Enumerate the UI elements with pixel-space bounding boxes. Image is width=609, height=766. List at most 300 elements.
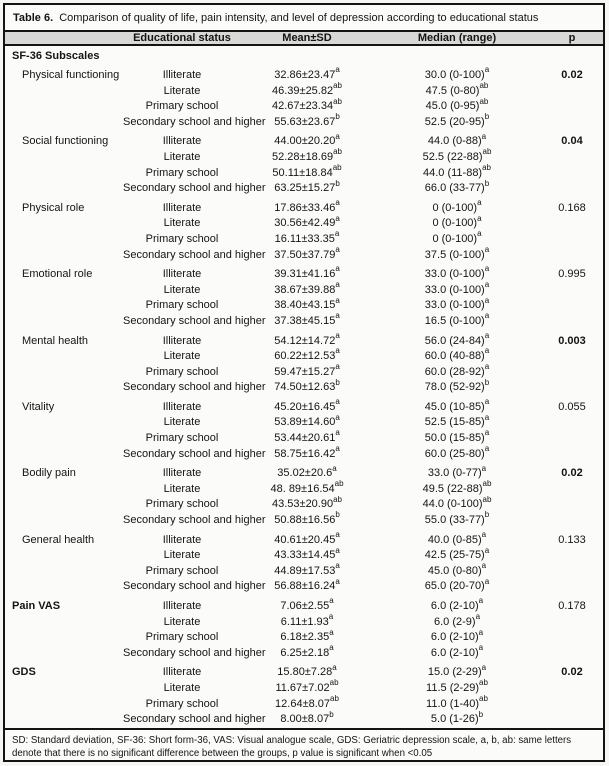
median-range-value: 42.5 (25-75) — [424, 549, 485, 562]
median-range-value: 6.0 (2-9) — [433, 615, 476, 628]
section-header-sf36-subscales: SF-36 Subscales — [12, 50, 100, 62]
mean-sd-value: 39.31±41.16 — [274, 268, 336, 281]
p-value-cell: 0.178 — [558, 600, 586, 612]
educational-status-cell: Literate — [163, 150, 201, 163]
educational-status-cell: Secondary school and higher — [123, 713, 266, 726]
mean-sd-cell — [241, 479, 373, 498]
educational-status-cell: Literate — [163, 681, 201, 694]
educational-status-cell: Primary school — [145, 498, 219, 511]
mean-sd-cell — [241, 428, 373, 447]
significance-letter: a — [484, 244, 490, 254]
mean-sd-value: 37.50±37.79 — [274, 248, 336, 261]
educational-status-cell: Primary school — [145, 299, 219, 312]
median-range-cell — [373, 346, 541, 365]
mean-sd-value: 35.02±20.6 — [277, 467, 333, 480]
median-range-cell — [373, 213, 541, 232]
mean-sd-cell — [241, 178, 373, 197]
significance-letter: a — [481, 131, 487, 141]
significance-letter: a — [335, 576, 340, 586]
educational-status-cell: Literate — [163, 482, 201, 495]
median-range-cell — [373, 643, 541, 662]
p-value-cell: 0.168 — [558, 201, 586, 214]
median-range-cell — [373, 479, 541, 498]
median-range-value: 50.0 (15-85) — [424, 432, 485, 445]
median-range-value: 60.0 (40-88) — [424, 350, 485, 363]
median-range-value: 52.5 (20-95) — [424, 115, 485, 128]
mean-sd-value: 30.56±42.49 — [274, 217, 336, 230]
educational-status-cell: Secondary school and higher — [123, 646, 266, 659]
mean-sd-value: 40.61±20.45 — [274, 533, 336, 546]
median-range-cell — [373, 412, 541, 431]
significance-letter: a — [481, 529, 487, 539]
table-row — [5, 611, 603, 631]
table-row — [5, 444, 603, 463]
significance-letter: a — [335, 244, 340, 254]
educational-status-cell: Primary school — [145, 232, 219, 245]
mean-sd-value: 7.06±2.55 — [280, 600, 330, 612]
educational-status-cell: Secondary school and higher — [123, 115, 266, 128]
educational-status-cell: Secondary school and higher — [123, 447, 266, 460]
median-range-cell — [373, 178, 541, 197]
table-row — [5, 330, 603, 350]
educational-status-cell: Primary school — [145, 697, 219, 710]
mean-sd-cell — [241, 112, 373, 131]
significance-letter: a — [328, 611, 334, 621]
table-row — [5, 295, 603, 314]
significance-letter: a — [329, 596, 334, 606]
significance-letter: a — [335, 428, 340, 438]
mean-sd-cell — [241, 444, 373, 463]
educational-status-cell: Primary school — [145, 166, 219, 179]
median-range-value: 37.5 (0-100) — [424, 248, 485, 261]
significance-letter: ab — [333, 494, 342, 504]
table-row — [5, 65, 603, 84]
column-header-median-range: Median (range) — [417, 32, 497, 44]
table-footnote: SD: Standard deviation, SF-36: Short form-36, VAS: Visual analogue scale, GDS: Geriatric depression scale, a, b, ab: same letters denote that there is no significant difference between the groups, p value is significant when <0.05 — [5, 728, 603, 765]
mean-sd-cell — [241, 65, 373, 84]
significance-letter: a — [481, 561, 487, 571]
significance-letter: a — [335, 444, 340, 453]
median-range-value: 30.0 (0-100) — [424, 69, 485, 81]
mean-sd-value: 37.38±45.15 — [274, 314, 336, 327]
mean-sd-value: 38.67±39.88 — [274, 283, 336, 296]
significance-letter: a — [335, 131, 340, 141]
mean-sd-value: 6.25±2.18 — [280, 646, 330, 659]
median-range-cell — [373, 112, 541, 131]
significance-letter: a — [484, 264, 490, 274]
mean-sd-value: 50.88±16.56 — [274, 514, 336, 527]
significance-letter: a — [329, 643, 334, 653]
table-row — [5, 596, 603, 615]
significance-letter: b — [484, 112, 490, 122]
table-row — [5, 510, 603, 529]
median-range-value: 49.5 (22-88) — [422, 482, 483, 495]
educational-status-cell: Secondary school and higher — [123, 182, 266, 195]
median-range-cell — [373, 397, 541, 416]
median-range-cell — [373, 510, 541, 529]
mean-sd-cell — [241, 244, 373, 264]
significance-letter: a — [477, 213, 482, 223]
significance-letter: a — [484, 280, 490, 290]
mean-sd-value: 6.11±1.93 — [280, 615, 329, 628]
mean-sd-value: 6.18±2.35 — [280, 631, 330, 644]
table-row — [5, 346, 603, 365]
median-range-cell — [373, 198, 541, 217]
mean-sd-value: 44.89±17.53 — [274, 564, 336, 577]
p-value-cell: 0.055 — [558, 400, 586, 413]
mean-sd-cell — [241, 96, 373, 115]
table-number: Table 6. — [13, 12, 54, 24]
median-range-cell — [373, 545, 541, 564]
table-row — [5, 244, 603, 264]
educational-status-cell: Illiterate — [162, 201, 202, 214]
mean-sd-value: 46.39±25.82 — [272, 84, 334, 97]
mean-sd-cell — [241, 662, 373, 681]
mean-sd-cell — [241, 693, 373, 713]
mean-sd-value: 38.40±43.15 — [274, 299, 336, 312]
table-row — [5, 709, 603, 728]
table-row — [5, 131, 603, 150]
significance-letter: a — [335, 311, 340, 321]
significance-letter: ab — [334, 479, 344, 489]
significance-letter: a — [484, 65, 490, 75]
significance-letter: a — [478, 627, 484, 637]
mean-sd-cell — [241, 213, 373, 232]
significance-letter: a — [477, 229, 482, 239]
educational-status-cell: Primary school — [145, 631, 219, 644]
educational-status-cell: Secondary school and higher — [123, 248, 266, 261]
mean-sd-cell — [241, 311, 373, 330]
significance-letter: ab — [482, 162, 491, 172]
p-value-cell: 0.02 — [561, 69, 583, 81]
row-group-label: Physical role — [22, 201, 85, 214]
table-row — [5, 678, 603, 697]
row-group-label: Bodily pain — [22, 467, 76, 480]
median-range-cell — [373, 463, 541, 482]
median-range-cell — [373, 561, 541, 580]
significance-letter: a — [332, 662, 337, 672]
significance-letter: b — [335, 377, 340, 387]
significance-letter: b — [329, 709, 334, 719]
significance-letter: ab — [482, 479, 492, 489]
median-range-value: 15.0 (2-29) — [427, 666, 482, 679]
mean-sd-value: 74.50±12.63 — [274, 381, 336, 394]
significance-letter: a — [335, 346, 340, 356]
educational-status-cell: Literate — [163, 350, 201, 363]
table-row — [5, 397, 603, 416]
educational-status-cell: Illiterate — [162, 400, 202, 413]
table-row — [5, 561, 603, 580]
mean-sd-cell — [241, 643, 373, 662]
significance-letter: ab — [332, 162, 342, 172]
mean-sd-cell — [241, 362, 373, 381]
significance-letter: a — [329, 627, 334, 637]
subscale-group — [5, 397, 603, 462]
significance-letter: b — [335, 510, 340, 520]
significance-letter: a — [484, 330, 490, 340]
significance-letter: a — [335, 264, 340, 274]
educational-status-cell: Literate — [163, 549, 201, 562]
median-range-cell — [373, 596, 541, 615]
median-range-value: 33.0 (0-100) — [424, 299, 485, 312]
educational-status-cell: Illiterate — [162, 69, 202, 81]
significance-letter: ab — [479, 96, 489, 106]
significance-letter: ab — [329, 678, 339, 688]
table-row — [5, 494, 603, 513]
median-range-cell — [373, 678, 541, 697]
mean-sd-cell — [241, 510, 373, 529]
significance-letter: a — [335, 295, 340, 305]
median-range-cell — [373, 295, 541, 314]
significance-letter: a — [481, 463, 487, 473]
mean-sd-value: 12.64±8.07 — [275, 697, 331, 710]
column-header-educational-status: Educational status — [133, 32, 231, 44]
row-group-label: Social functioning — [22, 135, 109, 148]
mean-sd-cell — [241, 147, 373, 166]
mean-sd-value: 42.67±23.34 — [272, 100, 334, 113]
significance-letter: ab — [333, 80, 342, 90]
median-range-value: 60.0 (25-80) — [424, 447, 485, 460]
educational-status-cell: Illiterate — [162, 268, 202, 281]
significance-letter: ab — [482, 494, 492, 504]
educational-status-cell: Secondary school and higher — [123, 580, 266, 593]
median-range-cell — [373, 80, 541, 100]
row-group-label: General health — [22, 533, 95, 546]
median-range-cell — [373, 244, 541, 264]
subscale-group — [5, 662, 603, 727]
significance-letter: a — [484, 444, 490, 453]
mean-sd-cell — [241, 229, 373, 248]
mean-sd-value: 45.20±16.45 — [274, 400, 336, 413]
row-group-label: Vitality — [22, 400, 55, 413]
significance-letter: a — [484, 412, 490, 422]
significance-letter: a — [484, 295, 490, 305]
significance-letter: a — [335, 545, 340, 555]
educational-status-cell: Literate — [163, 416, 201, 429]
median-range-value: 44.0 (11-88) — [422, 166, 483, 179]
educational-status-cell: Literate — [163, 84, 201, 97]
educational-status-cell: Primary school — [145, 365, 219, 378]
significance-letter: ab — [330, 693, 339, 703]
table-title — [5, 5, 603, 30]
table-row — [5, 264, 603, 283]
table-row — [5, 162, 603, 182]
significance-letter: a — [335, 65, 340, 75]
significance-letter: a — [484, 576, 490, 586]
significance-letter: a — [478, 596, 484, 606]
median-range-value: 33.0 (0-100) — [424, 283, 485, 296]
median-range-value: 45.0 (10-85) — [424, 400, 485, 413]
significance-letter: a — [335, 198, 340, 208]
median-range-cell — [373, 529, 541, 549]
median-range-value: 55.0 (33-77) — [424, 514, 485, 527]
mean-sd-value: 55.63±23.67 — [274, 115, 336, 128]
significance-letter: b — [484, 377, 490, 387]
median-range-cell — [373, 627, 541, 646]
mean-sd-value: 11.67±7.02 — [275, 681, 330, 694]
table-row — [5, 280, 603, 299]
significance-letter: b — [478, 709, 484, 719]
significance-letter: a — [335, 412, 340, 422]
table-row — [5, 362, 603, 381]
mean-sd-value: 43.33±14.45 — [274, 549, 336, 562]
significance-letter: a — [484, 545, 490, 555]
mean-sd-cell — [241, 80, 373, 100]
mean-sd-cell — [241, 198, 373, 217]
significance-letter: a — [484, 362, 490, 372]
table-row — [5, 576, 603, 595]
row-group-label: Mental health — [22, 334, 89, 347]
significance-letter: ab — [479, 80, 489, 90]
significance-letter: a — [484, 346, 490, 356]
mean-sd-cell — [241, 412, 373, 431]
mean-sd-value: 50.11±18.84 — [272, 166, 333, 179]
p-value-cell: 0.995 — [558, 268, 586, 281]
median-range-value: 33.0 (0-100) — [424, 268, 485, 281]
educational-status-cell: Secondary school and higher — [123, 381, 266, 394]
mean-sd-cell — [241, 561, 373, 580]
median-range-cell — [373, 229, 541, 248]
educational-status-cell: Secondary school and higher — [123, 514, 266, 527]
significance-letter: a — [475, 611, 481, 621]
mean-sd-cell — [241, 131, 373, 150]
median-range-cell — [373, 444, 541, 463]
median-range-cell — [373, 264, 541, 283]
educational-status-cell: Illiterate — [162, 334, 202, 347]
median-range-cell — [373, 131, 541, 150]
table-row — [5, 627, 603, 646]
table-row — [5, 479, 603, 498]
table-figure — [3, 3, 605, 762]
median-range-cell — [373, 65, 541, 84]
educational-status-cell: Literate — [163, 217, 201, 230]
median-range-value: 52.5 (15-85) — [424, 416, 485, 429]
mean-sd-cell — [241, 576, 373, 595]
table-row — [5, 643, 603, 662]
mean-sd-value: 8.00±8.07 — [280, 713, 330, 726]
p-value-cell: 0.02 — [561, 467, 583, 480]
educational-status-cell: Primary school — [145, 100, 219, 113]
mean-sd-value: 52.28±18.69 — [272, 150, 334, 163]
mean-sd-value: 53.44±20.61 — [274, 432, 336, 445]
mean-sd-cell — [241, 494, 373, 513]
subscale-group — [5, 198, 603, 263]
column-header-p: p — [568, 32, 576, 44]
p-value-cell: 0.02 — [561, 666, 583, 679]
mean-sd-cell — [241, 678, 373, 697]
educational-status-cell: Illiterate — [162, 467, 202, 480]
median-range-cell — [373, 362, 541, 381]
significance-letter: a — [335, 213, 340, 223]
median-range-value: 11.0 (1-40) — [426, 697, 480, 710]
median-range-value: 33.0 (0-77) — [427, 467, 482, 480]
mean-sd-cell — [241, 545, 373, 564]
table-row — [5, 311, 603, 330]
mean-sd-value: 16.11±33.35 — [274, 232, 335, 245]
significance-letter: a — [335, 561, 340, 571]
significance-letter: a — [484, 397, 490, 407]
significance-letter: a — [481, 662, 487, 672]
median-range-cell — [373, 611, 541, 631]
table-row — [5, 463, 603, 482]
median-range-value: 56.0 (24-84) — [424, 334, 485, 347]
table-body — [5, 64, 603, 728]
median-range-cell — [373, 147, 541, 166]
table-caption: Comparison of quality of life, pain intensity, and level of depression according to educational status — [56, 12, 539, 24]
subscale-group — [5, 529, 603, 595]
mean-sd-cell — [241, 611, 373, 631]
median-range-value: 6.0 (2-10) — [430, 631, 479, 644]
median-range-cell — [373, 280, 541, 299]
table-row — [5, 178, 603, 197]
median-range-value: 52.5 (22-88) — [422, 150, 483, 163]
median-range-value: 0 (0-100) — [432, 232, 478, 245]
educational-status-cell: Secondary school and higher — [123, 314, 266, 327]
significance-letter: b — [335, 112, 340, 122]
mean-sd-cell — [241, 280, 373, 299]
median-range-value: 45.0 (0-80) — [427, 564, 482, 577]
significance-letter: a — [335, 330, 340, 340]
educational-status-cell: Illiterate — [162, 135, 202, 148]
median-range-value: 60.0 (28-92) — [424, 365, 485, 378]
mean-sd-value: 53.89±14.60 — [274, 416, 336, 429]
median-range-value: 65.0 (20-70) — [424, 580, 485, 593]
mean-sd-cell — [241, 330, 373, 350]
median-range-cell — [373, 377, 541, 396]
table-row — [5, 693, 603, 713]
significance-letter: a — [335, 280, 340, 290]
table-row — [5, 112, 603, 131]
significance-letter: ab — [479, 678, 488, 688]
mean-sd-cell — [241, 596, 373, 615]
median-range-cell — [373, 662, 541, 681]
significance-letter: a — [335, 529, 340, 539]
median-range-cell — [373, 693, 541, 713]
significance-letter: a — [478, 643, 484, 653]
mean-sd-value: 48. 89±16.54 — [270, 482, 335, 495]
significance-letter: a — [484, 311, 490, 321]
table-row — [5, 80, 603, 100]
mean-sd-cell — [241, 709, 373, 728]
educational-status-cell: Illiterate — [162, 533, 202, 546]
row-group-label: Pain VAS — [12, 600, 61, 612]
mean-sd-value: 60.22±12.53 — [274, 350, 336, 363]
median-range-value: 40.0 (0-85) — [427, 533, 482, 546]
mean-sd-cell — [241, 162, 373, 182]
mean-sd-cell — [241, 377, 373, 396]
significance-letter: b — [484, 510, 490, 520]
table-row — [5, 428, 603, 447]
mean-sd-cell — [241, 463, 373, 482]
table-row — [5, 412, 603, 431]
median-range-value: 66.0 (33-77) — [424, 182, 485, 195]
median-range-value: 6.0 (2-10) — [430, 646, 479, 659]
median-range-cell — [373, 709, 541, 728]
significance-letter: a — [335, 362, 340, 372]
median-range-value: 44.0 (0-100) — [422, 498, 483, 511]
mean-sd-value: 43.53±20.90 — [272, 498, 334, 511]
significance-letter: b — [335, 178, 340, 188]
table-row — [5, 529, 603, 549]
significance-letter: b — [484, 178, 490, 188]
table-row — [5, 198, 603, 217]
table-row — [5, 662, 603, 681]
educational-status-cell: Literate — [163, 283, 201, 296]
median-range-value: 45.0 (0-95) — [425, 100, 480, 113]
subscale-group — [5, 330, 603, 396]
p-value-cell: 0.003 — [558, 334, 586, 347]
table-row — [5, 147, 603, 166]
